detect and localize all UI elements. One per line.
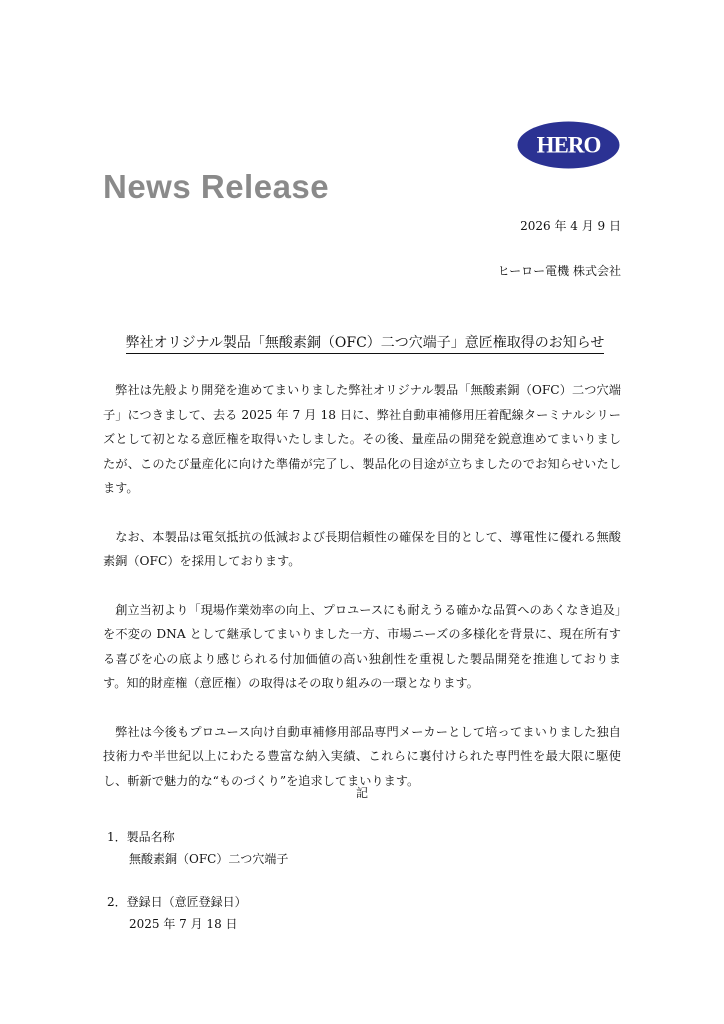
headline-text: 弊社オリジナル製品「無酸素銅（OFC）二つ穴端子」意匠権取得のお知らせ xyxy=(126,335,605,354)
hero-logo-mark xyxy=(517,121,620,169)
headline xyxy=(110,332,620,352)
company-name: ヒーロー電機 株式会社 xyxy=(497,264,621,278)
list-item-registration-date xyxy=(107,891,247,935)
list-item-product-name xyxy=(107,826,288,870)
body-text xyxy=(103,378,621,817)
item-label: 1．製品名称 xyxy=(107,830,175,844)
item-value: 2025 年 7 月 18 日 xyxy=(129,917,238,931)
logo-text: HERO xyxy=(536,132,601,158)
item-label: 2．登録日（意匠登録日） xyxy=(107,895,247,909)
hero-logo xyxy=(517,121,620,169)
paragraph: 創立当初より「現場作業効率の向上、プロユースにも耐えうる確かな品質へのあくなき追及」を不変の DNA として継承してまいりました一方、市場ニーズの多様化を背景に、現在所有する喜びを心の底より感じられる付加価値の高い独創性を重視した製品開発を推進しております。知的財産権（意匠権）の取得はその取り組みの一環となります。 xyxy=(103,602,621,690)
paragraph: 弊社は今後もプロユース向け自動車補修用部品専門メーカーとして培ってまいりました独自技術力や半世紀以上にわたる豊富な納入実績、これらに裏付けられた専門性を最大限に駆使し、斬新で魅力的な“ものづくり”を追求してまいります。 xyxy=(103,724,621,788)
paragraph: 弊社は先般より開発を進めてまいりました弊社オリジナル製品「無酸素銅（OFC）二つ穴端子」につきまして、去る 2025 年 7 月 18 日に、弊社自動車補修用圧着配線ターミナルシリーズとして初となる意匠権を取得いたしました。その後、量産品の開発を鋭意進めてまいりましたが、このたび量産化に向けた準備が完了し、製品化の目途が立ちましたのでお知らせいたします。 xyxy=(103,383,621,495)
release-date: 2026 年 4 月 9 日 xyxy=(520,219,621,233)
news-release-title: News Release xyxy=(103,168,330,205)
item-value: 無酸素銅（OFC）二つ穴端子 xyxy=(129,852,289,866)
ki-marker: 記 xyxy=(355,786,368,800)
paragraph: なお、本製品は電気抵抗の低減および長期信頼性の確保を目的として、導電性に優れる無酸素銅（OFC）を採用しております。 xyxy=(103,529,621,568)
